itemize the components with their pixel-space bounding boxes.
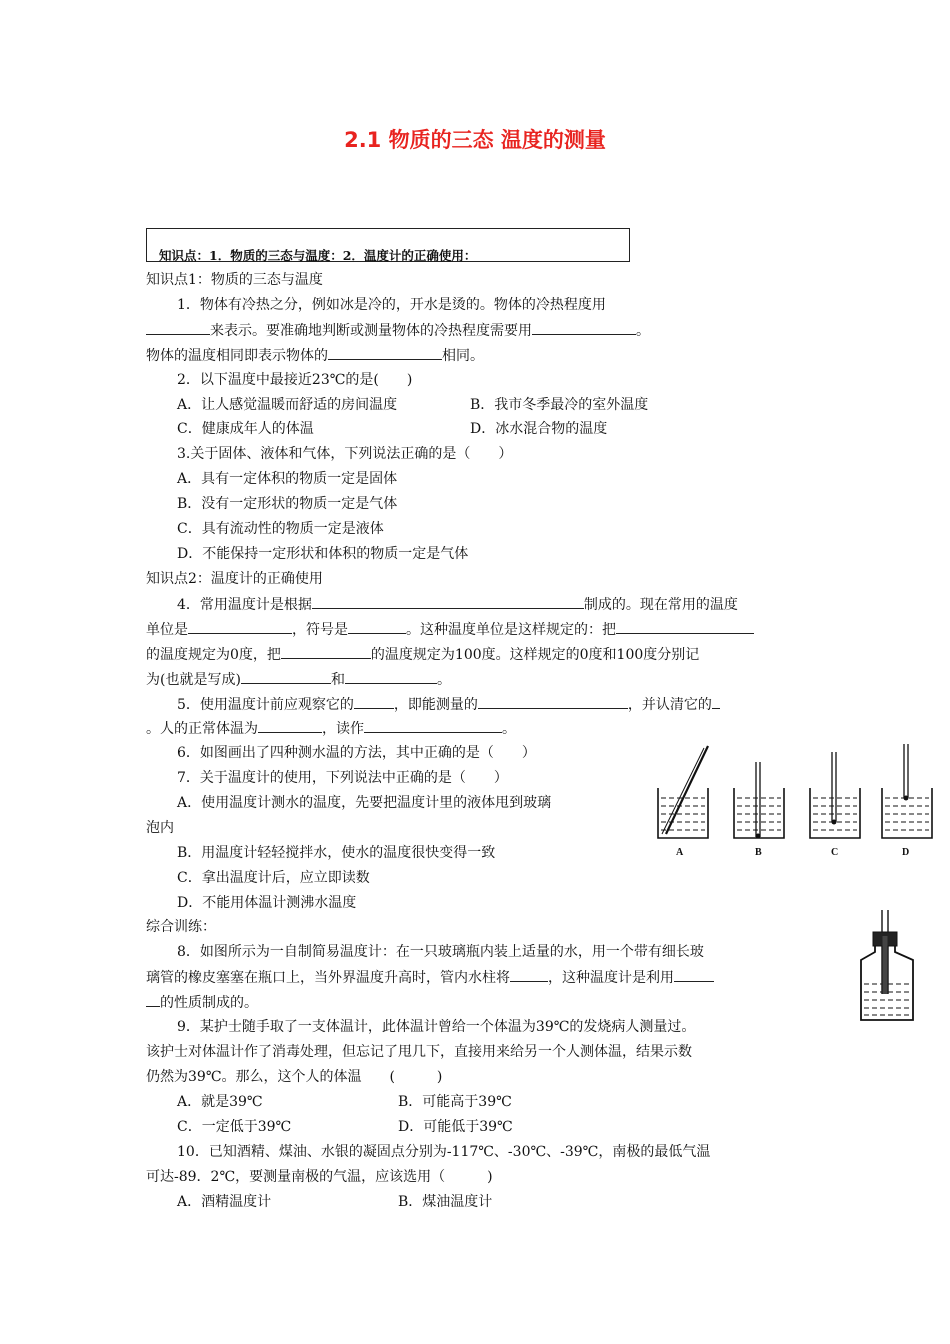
question-1: 1．物体有冷热之分，例如冰是冷的，开水是烫的。物体的冷热程度用 bbox=[177, 297, 606, 313]
option-2d: D．冰水混合物的温度 bbox=[470, 421, 608, 437]
option-10a: A．酒精温度计 bbox=[177, 1194, 272, 1210]
answer-blank[interactable] bbox=[188, 620, 292, 634]
answer-blank[interactable] bbox=[532, 321, 636, 335]
option-7c: C．拿出温度计后，应立即读数 bbox=[177, 870, 370, 886]
section-heading: 知识点2：温度计的正确使用 bbox=[146, 571, 323, 587]
option-2c: C．健康成年人的体温 bbox=[177, 421, 314, 437]
question-9: 9．某护士随手取了一支体温计，此体温计曾给一个体温为39℃的发烧病人测量过。 bbox=[177, 1019, 696, 1035]
answer-blank[interactable] bbox=[510, 968, 548, 982]
thermometer-beakers-figure bbox=[650, 740, 940, 860]
answer-blank[interactable] bbox=[328, 346, 442, 360]
answer-blank[interactable] bbox=[241, 670, 331, 684]
figure-label-b: B bbox=[755, 847, 762, 858]
answer-blank[interactable] bbox=[345, 670, 437, 684]
question-2: 2．以下温度中最接近23℃的是( ) bbox=[177, 372, 413, 388]
question-9-line-2: 该护士对体温计作了消毒处理，但忘记了甩几下，直接用来给另一个人测体温，结果示数 bbox=[146, 1044, 692, 1060]
option-10b: B．煤油温度计 bbox=[398, 1194, 493, 1210]
option-7a: A．使用温度计测水的温度，先要把温度计里的液体甩到玻璃 bbox=[177, 795, 552, 811]
option-7a-cont: 泡内 bbox=[146, 820, 174, 836]
answer-blank[interactable] bbox=[281, 645, 371, 659]
section-heading: 知识点1：物质的三态与温度 bbox=[146, 272, 323, 288]
question-8: 8．如图所示为一自制简易温度计：在一只玻璃瓶内装上适量的水，用一个带有细长玻 bbox=[177, 944, 704, 960]
figure-label-d: D bbox=[902, 847, 910, 858]
question-8-line-3: 的性质制成的。 bbox=[146, 993, 258, 1012]
answer-blank[interactable] bbox=[348, 620, 406, 634]
question-4: 4．常用温度计是根据 制成的。现在常用的温度 bbox=[177, 597, 738, 613]
question-3: 3.关于固体、液体和气体，下列说法正确的是（ ） bbox=[177, 446, 513, 462]
answer-blank[interactable] bbox=[674, 968, 714, 982]
option-2a: A．让人感觉温暖而舒适的房间温度 bbox=[177, 397, 398, 413]
option-9c: C．一定低于39℃ bbox=[177, 1119, 292, 1135]
option-7d: D．不能用体温计测沸水温度 bbox=[177, 895, 357, 911]
section-heading: 综合训练： bbox=[146, 919, 216, 935]
answer-blank[interactable] bbox=[478, 695, 628, 709]
question-5: 5．使用温度计前应观察它的 ，即能测量的 ，并认清它的 bbox=[177, 695, 720, 714]
answer-blank[interactable] bbox=[354, 695, 394, 709]
option-3c: C．具有流动性的物质一定是液体 bbox=[177, 521, 384, 537]
figure-label-c: C bbox=[831, 847, 839, 858]
question-4-line-2: 单位是 ，符号是 。这种温度单位是这样规定的：把 bbox=[146, 620, 754, 639]
question-1-line-2: 来表示。要准确地判断或测量物体的冷热程度需要用 。 bbox=[146, 321, 650, 340]
page-title: 2.1 物质的三态 温度的测量 bbox=[344, 128, 606, 152]
question-7: 7．关于温度计的使用，下列说法中正确的是（ ） bbox=[177, 770, 508, 786]
answer-blank[interactable] bbox=[146, 321, 210, 335]
answer-blank[interactable] bbox=[312, 595, 584, 609]
knowledge-box bbox=[146, 228, 630, 262]
question-6: 6．如图画出了四种测水温的方法，其中正确的是（ ） bbox=[177, 745, 536, 761]
knowledge-box-text: 知识点：1．物质的三态与温度：2．温度计的正确使用： bbox=[159, 248, 477, 263]
answer-blank[interactable] bbox=[364, 719, 502, 733]
question-10: 10．已知酒精、煤油、水银的凝固点分别为-117℃、-30℃、-39℃，南极的最低气温 bbox=[177, 1144, 711, 1160]
option-9a: A．就是39℃ bbox=[177, 1094, 263, 1110]
question-10-line-2: 可达-89．2℃，要测量南极的气温，应该选用（ ) bbox=[146, 1169, 493, 1185]
option-9d: D．可能低于39℃ bbox=[398, 1119, 513, 1135]
answer-blank[interactable] bbox=[616, 620, 754, 634]
figure-label-a: A bbox=[676, 847, 684, 858]
option-3d: D．不能保持一定形状和体积的物质一定是气体 bbox=[177, 546, 469, 562]
question-4-line-3: 的温度规定为0度，把 的温度规定为100度。这样规定的0度和100度分别记 bbox=[146, 647, 700, 663]
answer-blank[interactable] bbox=[258, 719, 322, 733]
option-3a: A．具有一定体积的物质一定是固体 bbox=[177, 471, 398, 487]
option-3b: B．没有一定形状的物质一定是气体 bbox=[177, 496, 398, 512]
question-5-line-2: 。人的正常体温为 ，读作 。 bbox=[146, 721, 516, 737]
question-1-line-3: 物体的温度相同即表示物体的 相同。 bbox=[146, 348, 484, 364]
question-9-line-3: 仍然为39℃。那么，这个人的体温 ( ) bbox=[146, 1069, 443, 1085]
option-7b: B．用温度计轻轻搅拌水，使水的温度很快变得一致 bbox=[177, 845, 496, 861]
answer-blank[interactable] bbox=[146, 993, 160, 1007]
option-9b: B．可能高于39℃ bbox=[398, 1094, 512, 1110]
question-4-line-4: 为(也就是写成) 和 。 bbox=[146, 672, 451, 688]
answer-blank[interactable] bbox=[712, 695, 720, 709]
option-2b: B．我市冬季最冷的室外温度 bbox=[470, 397, 649, 413]
question-8-line-2: 璃管的橡皮塞塞在瓶口上，当外界温度升高时，管内水柱将 ，这种温度计是利用 bbox=[146, 968, 714, 987]
homemade-thermometer-figure bbox=[855, 906, 925, 1026]
